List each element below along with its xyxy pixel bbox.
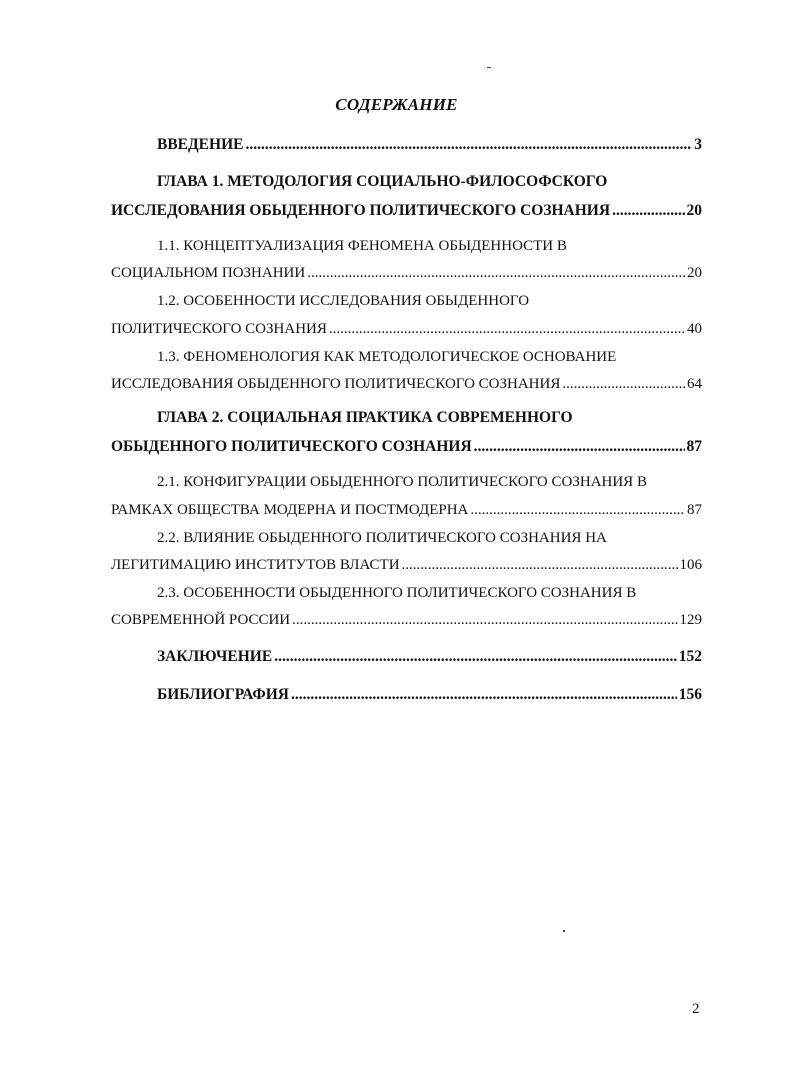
toc-entry-label: ВВЕДЕНИЕ <box>157 136 244 153</box>
dot-leader <box>307 263 685 283</box>
dot-leader <box>329 319 685 339</box>
chapter-1-title-line-2: ИССЛЕДОВАНИЯ ОБЫДЕННОГО ПОЛИТИЧЕСКОГО СОЗНАНИЯ <box>111 202 611 219</box>
toc-entry-section-2-2[interactable] <box>111 555 702 575</box>
toc-entry-label: ЗАКЛЮЧЕНИЕ <box>157 648 273 665</box>
toc-entry-page: 20 <box>686 202 702 219</box>
chapter-2-title-line-2: ОБЫДЕННОГО ПОЛИТИЧЕСКОГО СОЗНАНИЯ <box>111 438 472 455</box>
dot-leader <box>274 647 677 667</box>
toc-entry-section-1-1[interactable] <box>111 263 702 283</box>
dot-leader <box>562 374 685 394</box>
toc-entry-page: 152 <box>678 648 702 665</box>
toc-entry-section-2-1[interactable] <box>111 500 702 520</box>
toc-entry-section-1-3[interactable] <box>111 374 702 394</box>
toc-entry-page: 129 <box>679 612 702 628</box>
toc-entry-section-1-2[interactable] <box>111 319 702 339</box>
section-2-3-line-1[interactable]: 2.3. ОСОБЕННОСТИ ОБЫДЕННОГО ПОЛИТИЧЕСКОГО СОЗНАНИЯ В <box>157 585 637 601</box>
section-1-3-line-1[interactable]: 1.3. ФЕНОМЕНОЛОГИЯ КАК МЕТОДОЛОГИЧЕСКОЕ ОСНОВАНИЕ <box>157 349 617 365</box>
dot-leader <box>470 500 685 520</box>
toc-title: СОДЕРЖАНИЕ <box>335 95 458 114</box>
section-2-2-line-1[interactable]: 2.2. ВЛИЯНИЕ ОБЫДЕННОГО ПОЛИТИЧЕСКОГО СОЗНАНИЯ НА <box>157 530 607 546</box>
page-number: 2 <box>692 1001 700 1017</box>
dot-leader <box>245 135 692 155</box>
section-1-3-line-2: ИССЛЕДОВАНИЯ ОБЫДЕННОГО ПОЛИТИЧЕСКОГО СОЗНАНИЯ <box>111 376 561 392</box>
dot-leader <box>612 201 684 221</box>
dot-leader <box>292 610 677 630</box>
toc-entry-conclusion[interactable] <box>157 647 702 667</box>
toc-entry-page: 87 <box>686 438 702 455</box>
dot-leader <box>291 685 677 705</box>
scan-speck <box>487 67 491 68</box>
toc-entry-page: 20 <box>687 265 702 281</box>
toc-entry-section-2-3[interactable] <box>111 610 702 630</box>
toc-entry-page: 3 <box>694 136 702 153</box>
section-1-2-line-2: ПОЛИТИЧЕСКОГО СОЗНАНИЯ <box>111 321 327 337</box>
dot-leader <box>474 437 685 457</box>
section-2-1-line-2: РАМКАХ ОБЩЕСТВА МОДЕРНА И ПОСТМОДЕРНА <box>111 502 469 518</box>
chapter-2-title-line-1[interactable]: ГЛАВА 2. СОЦИАЛЬНАЯ ПРАКТИКА СОВРЕМЕННОГО <box>157 409 573 426</box>
section-1-2-line-1[interactable]: 1.2. ОСОБЕННОСТИ ИССЛЕДОВАНИЯ ОБЫДЕННОГО <box>157 293 530 309</box>
toc-entry-introduction[interactable] <box>157 135 702 155</box>
section-1-1-line-2: СОЦИАЛЬНОМ ПОЗНАНИИ <box>111 265 306 281</box>
section-2-2-line-2: ЛЕГИТИМАЦИЮ ИНСТИТУТОВ ВЛАСТИ <box>111 557 400 573</box>
section-1-1-line-1[interactable]: 1.1. КОНЦЕПТУАЛИЗАЦИЯ ФЕНОМЕНА ОБЫДЕННОСТИ В <box>157 238 567 254</box>
toc-entry-page: 106 <box>679 557 702 573</box>
section-2-1-line-1[interactable]: 2.1. КОНФИГУРАЦИИ ОБЫДЕННОГО ПОЛИТИЧЕСКОГО СОЗНАНИЯ В <box>157 474 647 490</box>
section-2-3-line-2: СОВРЕМЕННОЙ РОССИИ <box>111 612 291 628</box>
dot-leader <box>402 555 678 575</box>
toc-entry-chapter-1[interactable] <box>111 201 702 221</box>
toc-entry-page: 156 <box>678 686 702 703</box>
toc-entry-bibliography[interactable] <box>157 685 702 705</box>
toc-entry-page: 40 <box>687 321 702 337</box>
scan-speck <box>563 930 565 932</box>
toc-entry-page: 64 <box>687 376 702 392</box>
toc-entry-label: БИБЛИОГРАФИЯ <box>157 686 289 703</box>
toc-entry-chapter-2[interactable] <box>111 437 702 457</box>
chapter-1-title-line-1[interactable]: ГЛАВА 1. МЕТОДОЛОГИЯ СОЦИАЛЬНО-ФИЛОСОФСКОГО <box>157 173 608 190</box>
toc-entry-page: 87 <box>687 502 702 518</box>
